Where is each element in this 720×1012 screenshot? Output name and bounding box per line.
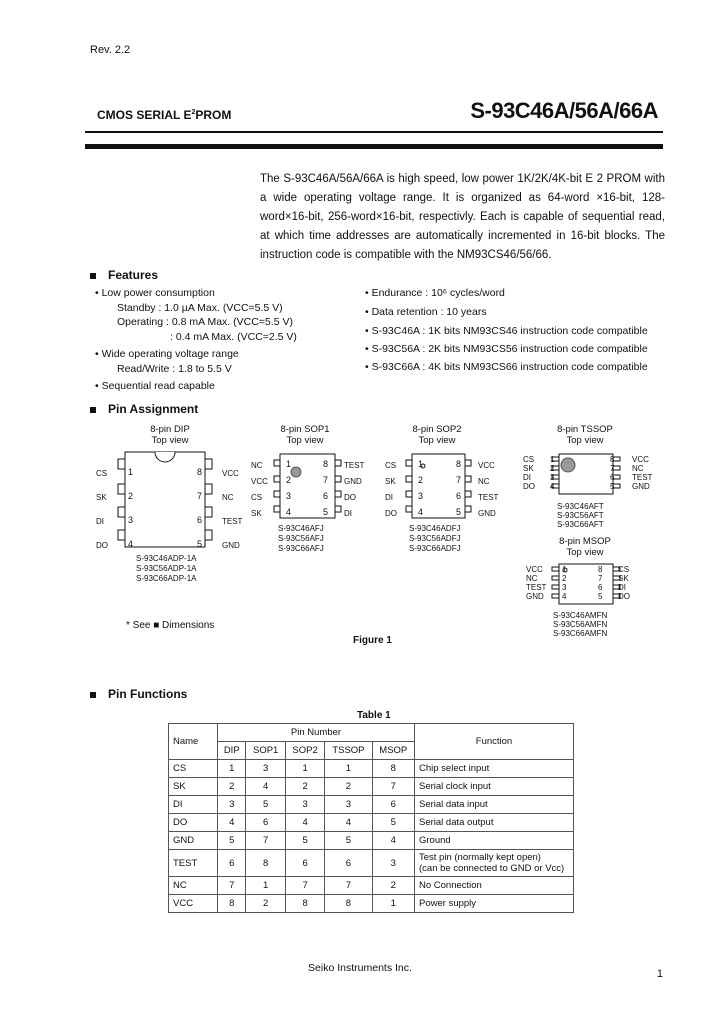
header-rule-thick — [85, 144, 663, 149]
table-row — [169, 796, 574, 814]
pin-number-cell: 5 — [218, 832, 246, 850]
features-heading: Features — [90, 268, 158, 282]
sop2-left-labels: CS SK DI DO — [385, 461, 397, 518]
header-rule-thin — [85, 131, 663, 133]
footer-company: Seiko Instruments Inc. — [308, 962, 412, 974]
pin-function-cell — [415, 778, 574, 796]
pin-number-cell: 1 — [372, 895, 414, 913]
pin-function-cell — [415, 850, 574, 877]
dip-left-numbers: 1 2 3 4 — [128, 467, 134, 549]
table-row — [169, 895, 574, 913]
pin-number-cell: 6 — [218, 850, 246, 877]
pin-function-text: Serial data output — [419, 817, 494, 828]
pin-name: CS — [169, 760, 218, 778]
pin-function-text: Ground — [419, 835, 451, 846]
pin-number-cell: 6 — [285, 850, 324, 877]
sop1-left-labels: NC VCC CS SK — [251, 461, 268, 518]
pin-number-cell: 4 — [246, 778, 285, 796]
pin-name: GND — [169, 832, 218, 850]
pin-number-cell: 1 — [285, 760, 324, 778]
pin-number-cell: 4 — [325, 814, 372, 832]
feature-line: • S-93C66A : 4K bits NM93CS66 instruction code compatible — [365, 361, 648, 373]
pin-number-cell: 4 — [218, 814, 246, 832]
pin-function-cell — [415, 760, 574, 778]
pin-number-cell: 3 — [325, 796, 372, 814]
sop2-title: 8-pin SOP2 Top view — [412, 424, 462, 446]
feature-line: • Low power consumption — [95, 287, 215, 299]
pin-number-cell: 5 — [285, 832, 324, 850]
tssop-left-labels: CS SK DI DO — [523, 455, 535, 491]
pin-function-text: Test pin (normally kept open) — [419, 852, 541, 863]
tssop-right-labels: VCC NC TEST GND — [632, 455, 653, 491]
pin-number-cell: 4 — [372, 832, 414, 850]
part-title: S-93C46A/56A/66A — [470, 98, 658, 123]
pin-number-cell: 2 — [218, 778, 246, 796]
table-row — [169, 760, 574, 778]
sub-col-header: TSSOP — [325, 742, 372, 760]
intro-paragraph: The S-93C46A/56A/66A is high speed, low power 1K/2K/4K-bit E 2 PROM with a wide operating voltage range. It is organized as 64-word ×16-bit, 128-word×16-bit, 256-word×16-bit, respectivly. Each is capable of sequential read, at which time addresses are automatically incremented in 16-bit blocks. The instruction code is compatible with the NM93CS46/56/66. — [260, 173, 665, 261]
feature-line: Operating : 0.8 mA Max. (VCC=5.5 V) — [117, 316, 293, 328]
pin-number-cell: 6 — [325, 850, 372, 877]
pin-number-cell: 7 — [372, 778, 414, 796]
pin-function-text: No Connection — [419, 880, 482, 891]
square-bullet-icon — [90, 692, 96, 698]
pin-function-cell — [415, 832, 574, 850]
col-name-header: Name — [169, 724, 218, 760]
pin-number-cell: 5 — [325, 832, 372, 850]
sop1-left-numbers: 1 2 3 4 — [286, 459, 292, 517]
pin-function-text: (can be connected to GND or Vcc) — [419, 863, 565, 874]
tssop-title: 8-pin TSSOP Top view — [557, 424, 613, 446]
sub-col-header: SOP2 — [285, 742, 324, 760]
pin-number-cell: 6 — [372, 796, 414, 814]
pin-number-cell: 1 — [325, 760, 372, 778]
msop-left-labels: VCC NC TEST GND — [526, 565, 547, 601]
pin-name: DO — [169, 814, 218, 832]
table-row — [169, 877, 574, 895]
pin-number-cell: 3 — [218, 796, 246, 814]
pin-functions-body — [169, 760, 574, 913]
pin-number-cell: 3 — [372, 850, 414, 877]
dip-title: 8-pin DIP Top view — [150, 424, 190, 446]
pin-number-cell: 8 — [325, 895, 372, 913]
tssop-left-numbers: 1 2 3 4 — [550, 455, 555, 491]
msop-right-numbers: 8 7 6 5 — [598, 565, 603, 601]
feature-line: : 0.4 mA Max. (VCC=2.5 V) — [170, 330, 297, 343]
feature-line: • Sequential read capable — [95, 380, 215, 392]
sop2-left-numbers: 1 2 3 4 — [418, 459, 424, 517]
feature-line: • S-93C56A : 2K bits NM93CS56 instruction code compatible — [365, 343, 648, 355]
pin-number-cell: 2 — [372, 877, 414, 895]
pin-function-cell — [415, 895, 574, 913]
pin-name: NC — [169, 877, 218, 895]
pin-number-cell: 1 — [246, 877, 285, 895]
feature-line: Standby : 1.0 µA Max. (VCC=5.5 V) — [117, 301, 283, 314]
tssop-part-numbers: S-93C46AFT S-93C56AFT S-93C66AFT — [557, 502, 604, 529]
pin-number-cell: 2 — [285, 778, 324, 796]
sub-col-header: DIP — [218, 742, 246, 760]
feature-line: • Data retention : 10 years — [365, 306, 487, 318]
page-number: 1 — [656, 968, 663, 980]
col-function-header: Function — [415, 724, 574, 760]
pin-function-text: Power supply — [419, 898, 477, 909]
sop2-right-labels: VCC NC TEST GND — [478, 461, 499, 518]
square-bullet-icon — [90, 273, 96, 279]
pin-function-cell — [415, 814, 574, 832]
dip-right-labels: VCC NC TEST GND — [222, 469, 243, 550]
col-pin-number-header: Pin Number — [218, 724, 415, 742]
pin-function-text: Serial clock input — [419, 781, 491, 792]
pin-assignment-heading: Pin Assignment — [90, 402, 198, 416]
pin-number-cell: 4 — [285, 814, 324, 832]
table-row — [169, 814, 574, 832]
pin-name: TEST — [169, 850, 218, 877]
table-caption: Table 1 — [357, 710, 391, 721]
features-left — [95, 286, 297, 394]
pin-number-cell: 7 — [218, 877, 246, 895]
msop-left-numbers: 1 2 3 4 — [562, 565, 567, 601]
sop1-right-numbers: 8 7 6 5 — [323, 459, 329, 517]
feature-line: • Endurance : 10⁶ cycles/word — [365, 287, 505, 299]
pin-number-cell: 8 — [372, 760, 414, 778]
sop2-package-diagram — [387, 452, 487, 522]
sop1-part-numbers: S-93C46AFJ S-93C56AFJ S-93C66AFJ — [278, 524, 324, 553]
feature-line: • Wide operating voltage range — [95, 348, 239, 360]
features-right — [365, 284, 648, 376]
feature-line: Read/Write : 1.8 to 5.5 V — [117, 362, 232, 375]
pin-name: DI — [169, 796, 218, 814]
feature-line: • S-93C46A : 1K bits NM93CS46 instruction code compatible — [365, 325, 648, 337]
pin-number-cell: 7 — [285, 877, 324, 895]
sop1-package-diagram — [255, 452, 355, 522]
pin-number-cell: 6 — [246, 814, 285, 832]
pin-number-cell: 2 — [325, 778, 372, 796]
pin-function-text: Chip select input — [419, 763, 490, 774]
revision: Rev. 2.2 — [90, 44, 131, 56]
doc-type: CMOS SERIAL $E^2PROM$ — [97, 108, 232, 122]
tssop-right-numbers: 8 7 6 5 — [610, 455, 615, 491]
msop-title: 8-pin MSOP Top view — [559, 536, 611, 558]
sub-col-header: SOP1 — [246, 742, 285, 760]
dip-right-numbers: 8 7 6 5 — [197, 467, 203, 549]
pin-number-cell: 1 — [218, 760, 246, 778]
see-dimensions-note: * See ■ Dimensions — [126, 620, 215, 631]
sop1-right-labels: TEST GND DO DI — [344, 461, 365, 518]
pin-number-cell: 3 — [285, 796, 324, 814]
msop-part-numbers: S-93C46AMFN S-93C56AMFN S-93C66AMFN — [553, 611, 608, 638]
pin-function-cell — [415, 796, 574, 814]
pin-number-cell: 8 — [218, 895, 246, 913]
pin-function-text: Serial data input — [419, 799, 488, 810]
sub-col-header: MSOP — [372, 742, 414, 760]
pin-number-cell: 7 — [246, 832, 285, 850]
table-row — [169, 850, 574, 877]
pin-function-cell — [415, 877, 574, 895]
pin-number-cell: 2 — [246, 895, 285, 913]
dip-left-labels: CS SK DI DO — [96, 469, 108, 550]
pin-number-cell: 8 — [246, 850, 285, 877]
pin-functions-heading: Pin Functions — [90, 687, 187, 701]
sop2-part-numbers: S-93C46ADFJ S-93C56ADFJ S-93C66ADFJ — [409, 524, 461, 553]
pin-number-cell: 5 — [246, 796, 285, 814]
square-bullet-icon — [90, 407, 96, 413]
dip-part-numbers: S-93C46ADP-1A S-93C56ADP-1A S-93C66ADP-1A — [136, 554, 197, 583]
figure-caption: Figure 1 — [353, 635, 392, 646]
sop2-right-numbers: 8 7 6 5 — [456, 459, 462, 517]
table-row — [169, 778, 574, 796]
pin-functions-table — [168, 723, 574, 913]
pin-name: VCC — [169, 895, 218, 913]
msop-right-labels: CS SK DI DO — [618, 565, 630, 601]
pin-number-cell: 3 — [246, 760, 285, 778]
pin-number-cell: 8 — [285, 895, 324, 913]
pin-number-cell: 5 — [372, 814, 414, 832]
pin-number-cell: 7 — [325, 877, 372, 895]
pin-name: SK — [169, 778, 218, 796]
sop1-title: 8-pin SOP1 Top view — [280, 424, 330, 446]
table-row — [169, 832, 574, 850]
